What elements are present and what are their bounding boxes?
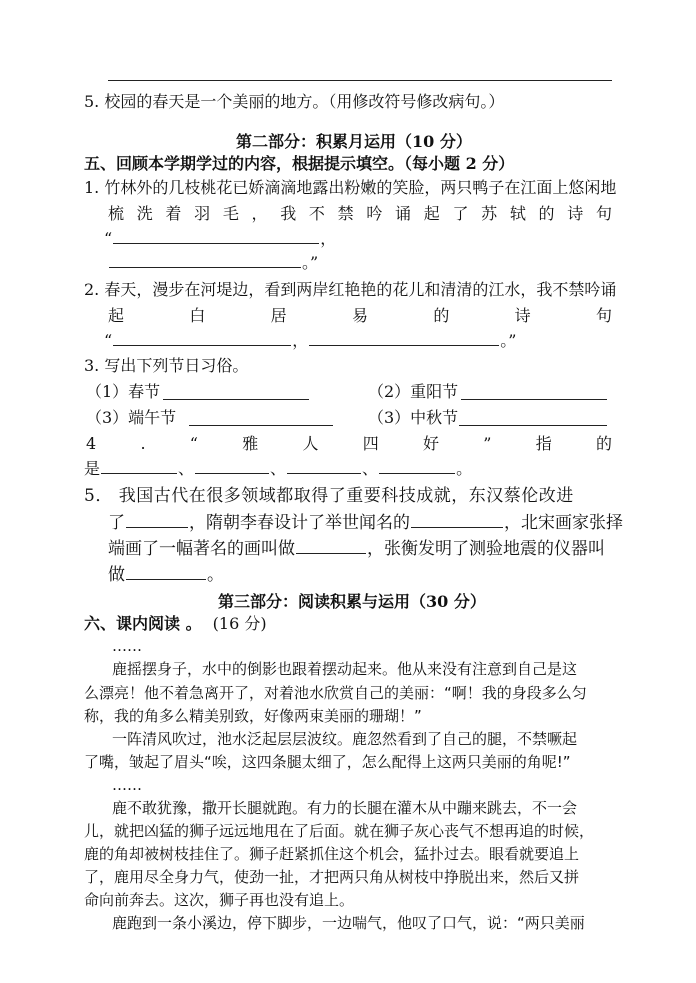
- section6-title: 六、课内阅读 。: [84, 614, 202, 633]
- word: 苏: [481, 204, 498, 223]
- lead-char: 是: [84, 459, 101, 478]
- word: 句: [595, 306, 612, 325]
- s5q4-line1: [86, 434, 612, 454]
- answer-blank[interactable]: [459, 410, 607, 426]
- q5-rewrite-sentence: 5. 校园的春天是一个美丽的地方。（用修改符号修改病句。）: [84, 92, 505, 111]
- s5q5-line4: [108, 564, 224, 585]
- answer-blank[interactable]: [461, 384, 607, 400]
- answer-blank[interactable]: [113, 228, 319, 244]
- answer-blank[interactable]: [195, 458, 269, 474]
- word: 诵: [395, 204, 412, 223]
- reading-line: 鹿跑到一条小溪边，停下脚步，一边喘气，他叹了口气，说：“两只美丽: [112, 914, 585, 932]
- word: 禁: [337, 204, 354, 223]
- reading-line: 么漂亮！他不着急离开了，对着池水欣赏自己的美丽：“啊！我的身段多么匀: [84, 684, 587, 702]
- answer-blank[interactable]: [287, 458, 361, 474]
- text-fragment: 端画了一幅著名的画叫做: [108, 539, 295, 559]
- s5q1-line1: 1. 竹林外的几枝桃花已娇滴滴地露出粉嫩的笑脸，两只鸭子在江面上悠闲地: [84, 178, 617, 197]
- answer-line-top: [108, 80, 612, 81]
- text-fragment: 了: [108, 513, 125, 533]
- word: 诗: [567, 204, 584, 223]
- s5q3-title: 3. 写出下列节日习俗。: [84, 356, 249, 375]
- word: ”: [483, 434, 492, 453]
- word: 洗: [136, 204, 153, 223]
- word: 了: [452, 204, 469, 223]
- word: 着: [165, 204, 182, 223]
- text-fragment: 。: [207, 565, 224, 585]
- word: ，: [251, 204, 268, 223]
- word: 梳: [108, 204, 125, 223]
- reading-line: 鹿的角却被树枝挂住了。狮子赶紧抓住这个机会，猛扑过去。眼看就要追上: [84, 845, 580, 863]
- answer-blank[interactable]: [126, 512, 188, 528]
- reading-line: 称，我的角多么精美别致，好像两束美丽的珊瑚！”: [84, 707, 422, 725]
- reading-line: 命向前奔去。这次，狮子再也没有追上。: [84, 891, 355, 909]
- reading-line: 儿，就把凶猛的狮子远远地甩在了后面。就在狮子灰心丧气不想再追的时候，: [84, 822, 595, 840]
- section5-heading: 五、回顾本学期学过的内容，根据提示填空。（每小题 2 分）: [84, 154, 515, 173]
- word: 起: [108, 306, 125, 325]
- s5q1-line2: [108, 204, 612, 224]
- festival-label: （2）重阳节: [368, 382, 459, 401]
- text-fragment: ，张衡发明了测验地震的仪器叫: [367, 539, 605, 559]
- reading-ellipsis: ……: [112, 776, 142, 794]
- word: 的: [538, 204, 555, 223]
- festival-label: （3）端午节: [86, 408, 177, 427]
- comma: ，: [320, 229, 337, 248]
- word: 句: [595, 204, 612, 223]
- word: 的: [433, 306, 450, 325]
- end-quote: 。”: [500, 331, 517, 350]
- answer-blank[interactable]: [126, 564, 206, 580]
- s5q2-line3: [104, 330, 516, 351]
- text-fragment: ，隋朝李春设计了举世闻名的: [189, 513, 410, 533]
- part2-title: 第二部分：积累月运用（10 分）: [236, 132, 472, 151]
- end-period: 。: [456, 459, 473, 478]
- s5q1-line3: [104, 228, 336, 249]
- word: 羽: [194, 204, 211, 223]
- s5q5-line3: [108, 538, 605, 559]
- word: 诗: [514, 306, 531, 325]
- word: 我: [280, 204, 297, 223]
- s5q1-line4: [108, 252, 318, 273]
- s5q5-line2: [108, 512, 623, 533]
- reading-line: 了，鹿用尽全身力气，使劲一扯，才把两只角从树枝中挣脱出来，然后又拼: [84, 868, 580, 886]
- word: 雅: [242, 434, 259, 453]
- answer-blank[interactable]: [379, 458, 455, 474]
- reading-line: 鹿不敢犹豫，撒开长腿就跑。有力的长腿在灌木从中蹦来跳去，不一会: [112, 799, 578, 817]
- answer-blank[interactable]: [411, 512, 503, 528]
- word: 4: [86, 434, 97, 453]
- answer-blank[interactable]: [309, 330, 499, 346]
- word: 白: [189, 306, 206, 325]
- word: 居: [270, 306, 287, 325]
- festival-label: （3）中秋节: [368, 408, 459, 427]
- open-quote: “: [104, 331, 113, 350]
- answer-blank[interactable]: [296, 538, 366, 554]
- part3-title: 第三部分：阅读积累与运用（30 分）: [218, 592, 486, 611]
- text-fragment: 做: [108, 565, 125, 585]
- answer-blank[interactable]: [101, 458, 177, 474]
- word: 起: [423, 204, 440, 223]
- word: 四: [362, 434, 379, 453]
- s5q4-line2: [84, 458, 472, 479]
- word: 不: [308, 204, 325, 223]
- answer-blank[interactable]: [113, 330, 291, 346]
- comma: ，: [292, 331, 309, 350]
- word: 好: [423, 434, 440, 453]
- answer-blank[interactable]: [109, 252, 301, 268]
- word: .: [140, 434, 146, 453]
- word: 易: [351, 306, 368, 325]
- reading-line: 了嘴，皱起了眉头“唉，这四条腿太细了，怎么配得上这两只美丽的角呢!”: [84, 753, 571, 771]
- s5q5-line1: 5． 我国古代在很多领域都取得了重要科技成就，东汉蔡伦改进: [84, 486, 574, 506]
- section6-score: (16 分): [212, 614, 267, 633]
- word: 指: [535, 434, 552, 453]
- text-fragment: ，北宋画家张择: [504, 513, 623, 533]
- answer-blank[interactable]: [163, 384, 309, 400]
- s5q2-line2: [108, 306, 612, 326]
- word: 的: [595, 434, 612, 453]
- open-quote: “: [104, 229, 113, 248]
- festival-label: （1）春节: [86, 382, 161, 401]
- word: 人: [302, 434, 319, 453]
- answer-blank[interactable]: [189, 410, 333, 426]
- s5q2-line1: 2. 春天，漫步在河堤边，看到两岸红艳艳的花儿和清清的江水，我不禁吟诵: [84, 280, 617, 299]
- word: 轼: [509, 204, 526, 223]
- word: “: [189, 434, 198, 453]
- separator: 、: [270, 459, 287, 478]
- reading-ellipsis: ……: [112, 637, 142, 655]
- end-quote: 。”: [302, 253, 319, 272]
- separator: 、: [178, 459, 195, 478]
- reading-line: 鹿摇摆身子，水中的倒影也跟着摆动起来。他从来没有注意到自己是这: [112, 660, 578, 678]
- separator: 、: [362, 459, 379, 478]
- reading-line: 一阵清风吹过，池水泛起层层波纹。鹿忽然看到了自己的腿，不禁噘起: [112, 730, 578, 748]
- word: 毛: [222, 204, 239, 223]
- section6-heading: [84, 614, 267, 634]
- word: 吟: [366, 204, 383, 223]
